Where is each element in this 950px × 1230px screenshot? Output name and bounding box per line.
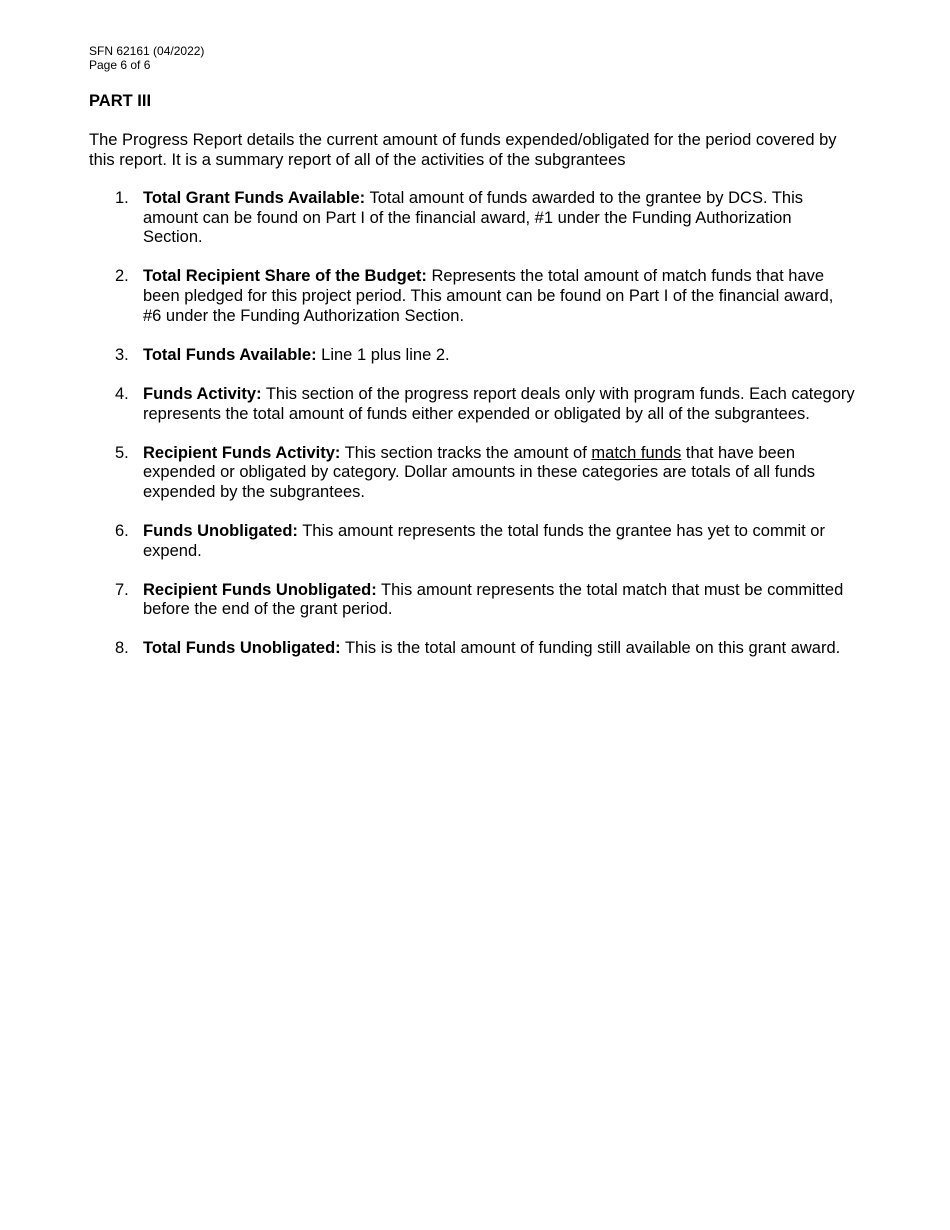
list-item <box>0 522 855 561</box>
form-header <box>89 44 204 72</box>
list-item-number: 2. <box>115 267 129 286</box>
intro-paragraph: The Progress Report details the current amount of funds expended/obligated for the period covered by this report. It is a summary report of all of the activities of the subgrantees <box>89 131 837 169</box>
list-item-text: Line 1 plus line 2. <box>316 345 450 364</box>
definitions-list <box>0 189 950 678</box>
section-title: PART III <box>89 92 152 110</box>
page-number: Page 6 of 6 <box>89 58 151 72</box>
list-item-term: Total Funds Available: <box>143 345 317 364</box>
list-item-term: Total Grant Funds Available: <box>143 189 366 207</box>
list-item-term: Recipient Funds Unobligated: <box>143 580 377 599</box>
list-item <box>0 385 855 424</box>
list-item-number: 3. <box>115 345 129 364</box>
list-item-number: 8. <box>115 639 129 658</box>
list-item-text: This section of the progress report deals only with program funds. Each category represents the total amount of funds either expended or obligated by all of the subgrantees. <box>143 384 855 423</box>
list-item <box>0 267 855 326</box>
list-item <box>0 639 855 659</box>
list-item <box>0 346 855 366</box>
list-item-number: 4. <box>115 384 129 403</box>
list-item <box>0 581 855 620</box>
list-item-number: 6. <box>115 521 129 540</box>
list-item-term: Total Recipient Share of the Budget: <box>143 267 427 286</box>
list-item-text-after: that have been expended or obligated by category. Dollar amounts in these categories are totals of all funds expended by the subgrantees. <box>143 443 816 501</box>
list-item <box>0 189 855 248</box>
list-item <box>0 444 855 503</box>
list-item-text: Total amount of funds awarded to the grantee by DCS. This amount can be found on Part I of the financial award, #1 under the Funding Authorization Section. <box>143 189 803 247</box>
list-item-term: Funds Activity: <box>143 384 262 403</box>
list-item-text: This amount represents the total match that must be committed before the end of the grant period. <box>143 580 844 619</box>
list-item-number: 5. <box>115 443 129 462</box>
form-number: SFN 62161 (04/2022) <box>89 44 205 58</box>
list-item-text: This is the total amount of funding still available on this grant award. <box>340 639 841 658</box>
list-item-term: Funds Unobligated: <box>143 521 298 540</box>
list-item-term: Total Funds Unobligated: <box>143 639 341 658</box>
list-item-text: This amount represents the total funds the grantee has yet to commit or expend. <box>143 521 825 560</box>
list-item-text: Represents the total amount of match funds that have been pledged for this project period. This amount can be found on Part I of the financial award, #6 under the Funding Authorization Section. <box>143 267 834 325</box>
underlined-term: match funds <box>591 443 682 462</box>
list-item-number: 7. <box>115 580 129 599</box>
list-item-number: 1. <box>115 189 129 207</box>
list-item-term: Recipient Funds Activity: <box>143 443 341 462</box>
list-item-text-before: This section tracks the amount of <box>340 443 592 462</box>
